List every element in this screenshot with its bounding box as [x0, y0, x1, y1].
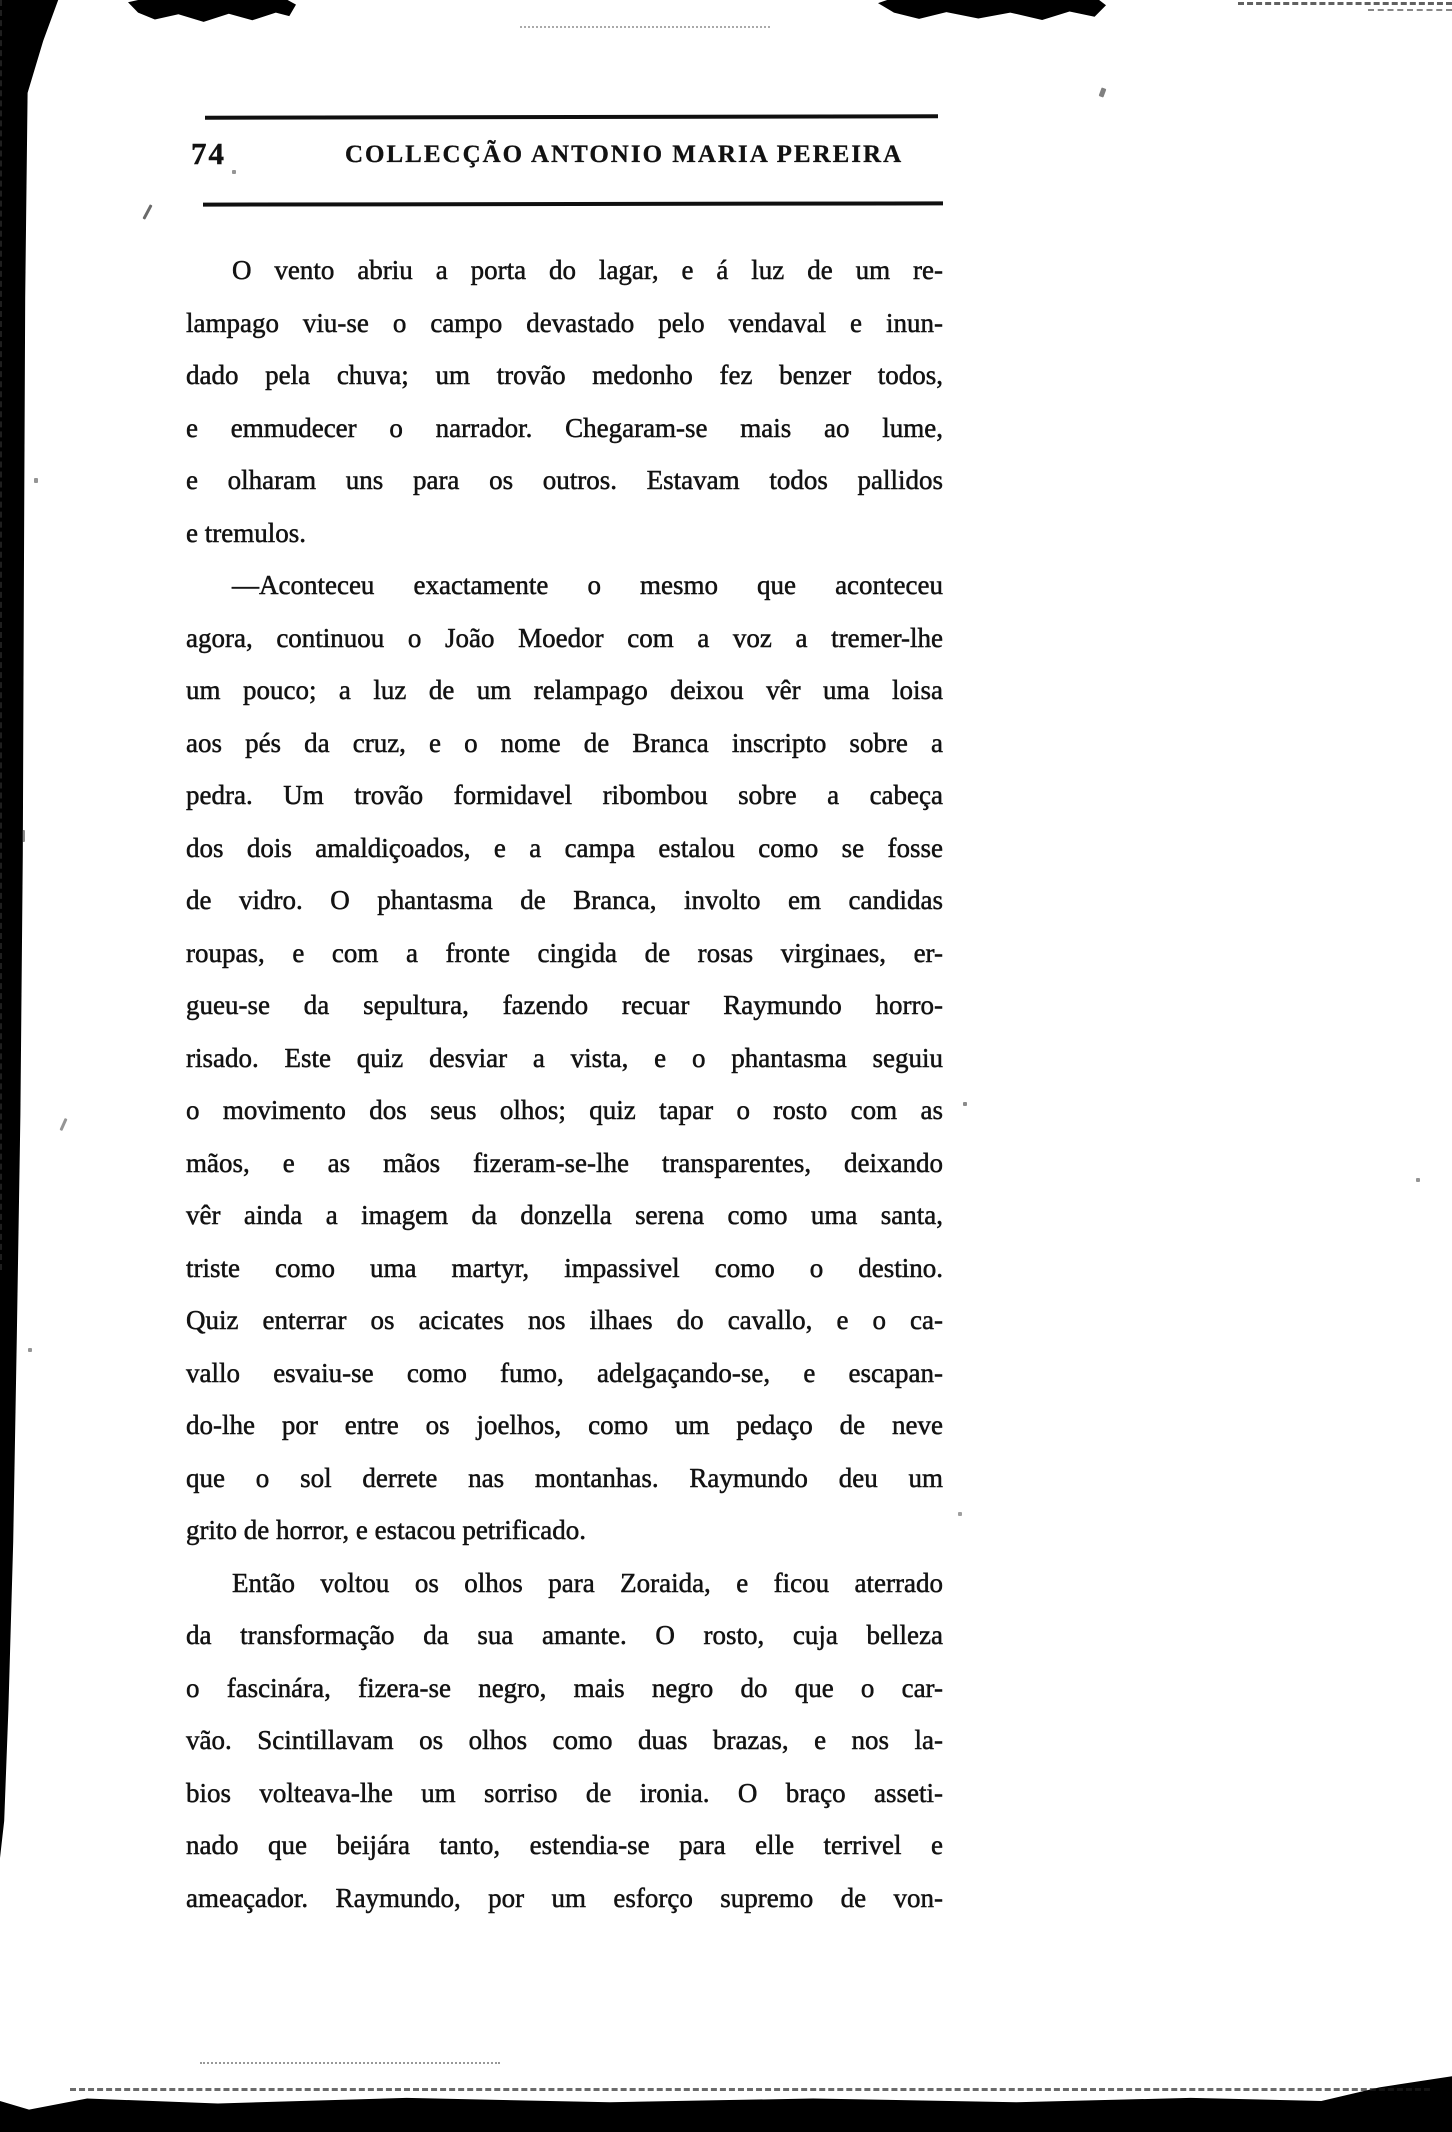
- text-line: vallo esvaiu-se como fumo, adelgaçando-se, e escapan-: [186, 1357, 943, 1388]
- header-rule-bottom: [203, 201, 943, 206]
- text-line: risado. Este quiz desviar a vista, e o phantasma seguiu: [186, 1042, 943, 1073]
- text-line: lampago viu-se o campo devastado pelo vendaval e inun-: [186, 307, 943, 338]
- noise-speck: [22, 830, 25, 842]
- text-line: pedra. Um trovão formidavel ribombou sobre a cabeça: [186, 780, 943, 810]
- text-line: vão. Scintillavam os olhos como duas brazas, e nos la-: [186, 1725, 943, 1755]
- text-line: dado pela chuva; um trovão medonho fez benzer todos,: [186, 360, 943, 390]
- text-line: nado que beijára tanto, estendia-se para elle terrivel e: [186, 1830, 943, 1860]
- text-line: —Aconteceu exactamente o mesmo que aconteceu: [232, 570, 943, 600]
- scan-artifact-top-middle-dots: [520, 26, 770, 28]
- noise-speck: [1416, 1178, 1420, 1182]
- text-line: roupas, e com a fronte cingida de rosas virginaes, er-: [186, 937, 943, 968]
- header-rule-top: [205, 114, 938, 120]
- scan-artifact-top-center-blob: [878, 0, 1106, 21]
- text-line: e tremulos.: [186, 517, 306, 548]
- scan-artifact-top-right-dashes-2: [1368, 9, 1452, 11]
- text-line: que o sol derrete nas montanhas. Raymundo deu um: [186, 1462, 943, 1493]
- text-line: mãos, e as mãos fizeram-se-lhe transparentes, deixando: [186, 1147, 943, 1178]
- text-line: dos dois amaldiçoados, e a campa estalou como se fosse: [186, 832, 943, 863]
- noise-speck: [59, 1118, 67, 1131]
- scan-artifact-bottom-dashes-2: [200, 2062, 500, 2064]
- scan-artifact-top-right-dashes: [1238, 2, 1452, 5]
- noise-speck: [1099, 87, 1107, 97]
- text-line: o movimento dos seus olhos; quiz tapar o rosto com as: [186, 1095, 943, 1125]
- noise-speck: [232, 170, 236, 174]
- text-line: Quiz enterrar os acicates nos ilhaes do cavallo, e o ca-: [186, 1305, 943, 1335]
- noise-speck: [963, 1102, 967, 1106]
- scan-artifact-bottom-dashes: [70, 2088, 1430, 2091]
- text-line: do-lhe por entre os joelhos, como um pedaço de neve: [186, 1410, 943, 1440]
- text-line: vêr ainda a imagem da donzella serena como uma santa,: [186, 1200, 943, 1230]
- text-line: de vidro. O phantasma de Branca, involto em candidas: [186, 885, 943, 915]
- noise-speck: [958, 1512, 962, 1516]
- text-line: o fascinára, fizera-se negro, mais negro do que o car-: [186, 1672, 943, 1703]
- text-line: e olharam uns para os outros. Estavam todos pallidos: [186, 465, 943, 495]
- text-line: e emmudecer o narrador. Chegaram-se mais ao lume,: [186, 412, 943, 443]
- text-line: agora, continuou o João Moedor com a voz a tremer-lhe: [186, 622, 943, 653]
- noise-speck: [28, 1348, 32, 1352]
- noise-speck: [34, 478, 38, 483]
- body-text: [186, 244, 943, 1924]
- text-line: ameaçador. Raymundo, por um esforço supremo de von-: [186, 1882, 943, 1913]
- page-number: 74: [191, 136, 226, 171]
- text-line: um pouco; a luz de um relampago deixou vêr uma loisa: [186, 675, 943, 705]
- running-header-title: COLLECÇÃO ANTONIO MARIA PEREIRA: [345, 141, 904, 168]
- scan-artifact-top-left-blob: [128, 0, 296, 23]
- text-line: triste como uma martyr, impassivel como o destino.: [186, 1252, 943, 1283]
- scan-artifact-bottom-band: [0, 2070, 1452, 2132]
- text-line: gueu-se da sepultura, fazendo recuar Raymundo horro-: [186, 990, 943, 1020]
- scan-artifact-dashed-vertical-line: [0, 0, 2, 1270]
- text-line: grito de horror, e estacou petrificado.: [186, 1515, 587, 1545]
- text-line: da transformação da sua amante. O rosto, cuja belleza: [186, 1620, 943, 1650]
- noise-speck: [142, 204, 152, 220]
- scan-artifact-left-bar: [0, 0, 60, 1858]
- text-line: O vento abriu a porta do lagar, e á luz de um re-: [232, 255, 943, 285]
- text-line: aos pés da cruz, e o nome de Branca inscripto sobre a: [186, 727, 943, 758]
- text-line: Então voltou os olhos para Zoraida, e ficou aterrado: [232, 1567, 943, 1598]
- text-line: bios volteava-lhe um sorriso de ironia. O braço asseti-: [186, 1777, 943, 1808]
